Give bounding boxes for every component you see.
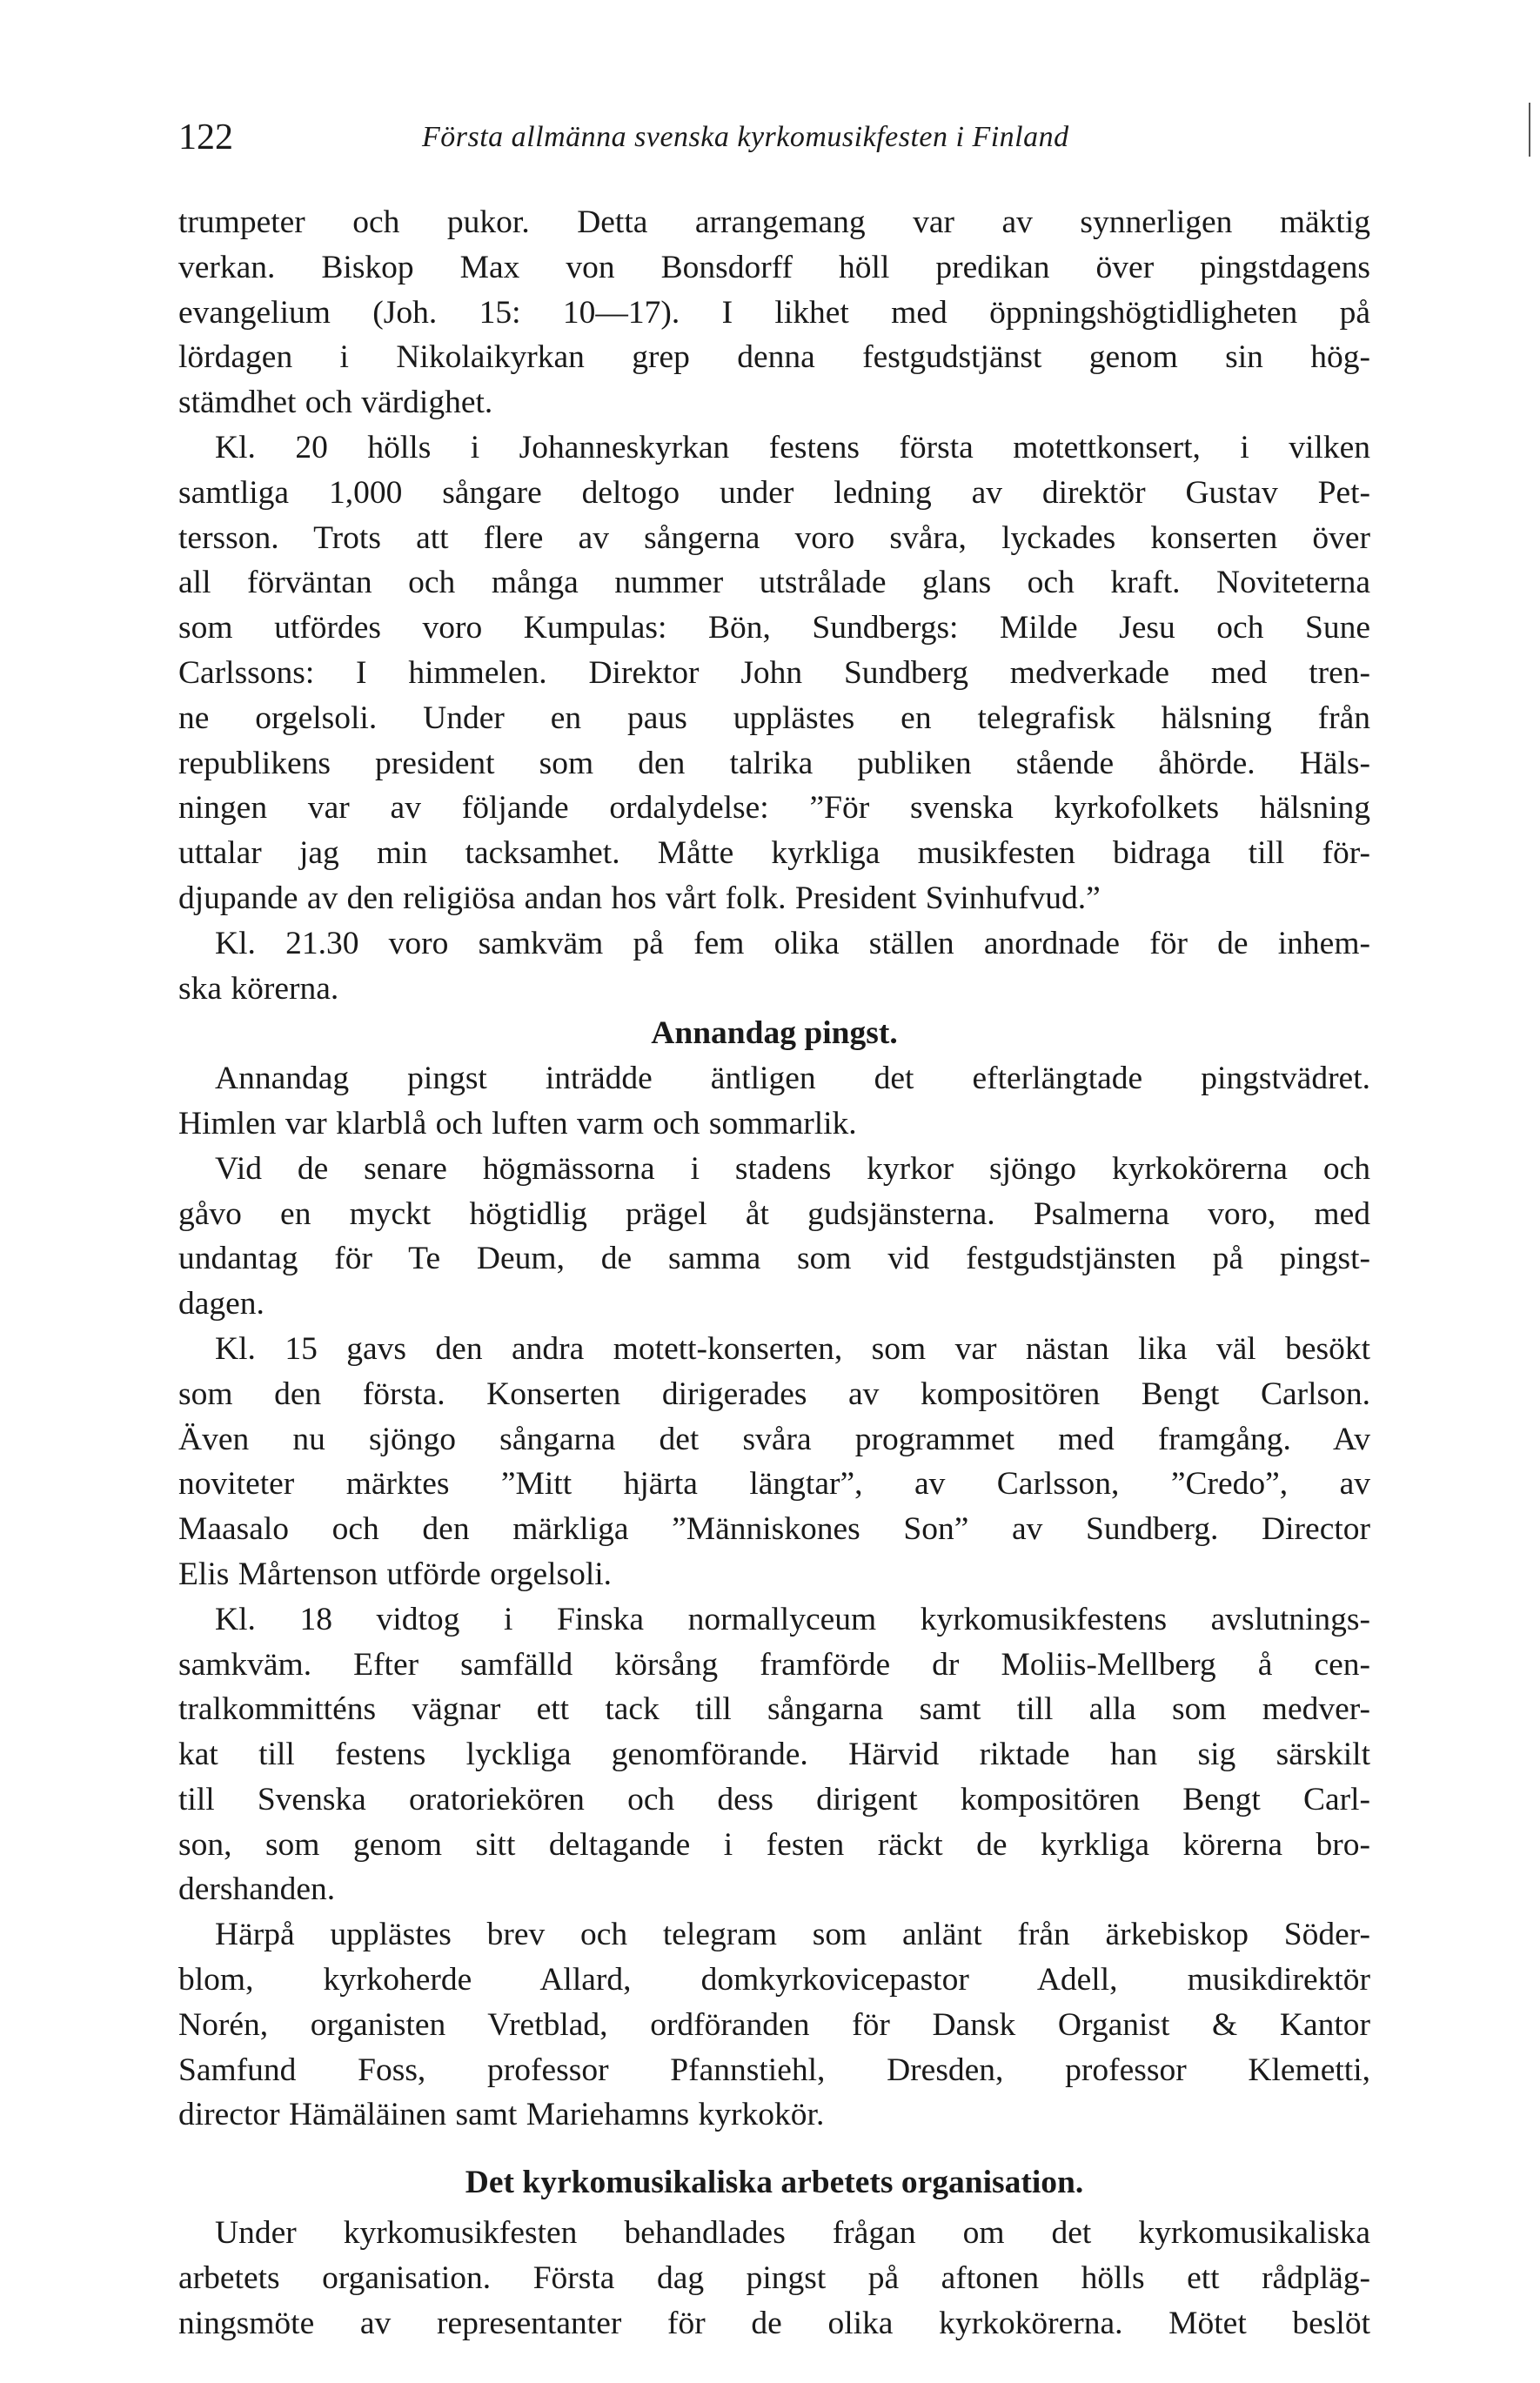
- text-line: noviteter märktes ”Mitt hjärta längtar”, av Carlsson, ”Credo”, av: [178, 1466, 1370, 1503]
- text-line: Maasalo och den märkliga ”Människones Son” av Sundberg. Director: [178, 1511, 1370, 1548]
- text-line: Vid de senare högmässorna i stadens kyrkor sjöngo kyrkokörerna och: [215, 1150, 1370, 1187]
- text-line: uttalar jag min tacksamhet. Måtte kyrkliga musikfesten bidraga till för-: [178, 835, 1370, 872]
- text-line: blom, kyrkoherde Allard, domkyrkovicepastor Adell, musikdirektör: [178, 1962, 1370, 1998]
- text-line: djupande av den religiösa andan hos vårt folk. President Svinhufvud.”: [178, 880, 1101, 916]
- right-margin-mark: [1529, 103, 1530, 157]
- running-title: Första allmänna svenska kyrkomusikfesten i Finland: [422, 121, 1069, 153]
- text-line: Himlen var klarblå och luften varm och sommarlik.: [178, 1105, 857, 1141]
- text-line: arbetets organisation. Första dag pingst på aftonen hölls ett rådpläg-: [178, 2259, 1370, 2296]
- text-line: Elis Mårtenson utförde orgelsoli.: [178, 1556, 613, 1592]
- text-line: Kl. 20 hölls i Johanneskyrkan festens första motettkonsert, i vilken: [215, 429, 1370, 465]
- text-line: Carlssons: I himmelen. Direktor John Sundberg medverkade med tren-: [178, 654, 1370, 691]
- section-heading: Annandag pingst.: [651, 1015, 898, 1052]
- text-line: ningsmöte av representanter för de olika kyrkokörerna. Mötet beslöt: [178, 2305, 1370, 2341]
- text-line: gåvo en myckt högtidlig prägel åt gudsjänsterna. Psalmerna voro, med: [178, 1195, 1370, 1232]
- text-line: som utfördes voro Kumpulas: Bön, Sundbergs: Milde Jesu och Sune: [178, 610, 1370, 646]
- text-line: samkväm. Efter samfälld körsång framförde dr Moliis-Mellberg å cen-: [178, 1646, 1370, 1683]
- text-line: director Hämäläinen samt Mariehamns kyrkokör.: [178, 2097, 825, 2133]
- text-line: dershanden.: [178, 1871, 336, 1908]
- text-line: Kl. 15 gavs den andra motett-konserten, som var nästan lika väl besökt: [215, 1330, 1370, 1367]
- text-line: stämdhet och värdighet.: [178, 385, 493, 421]
- text-line: Annandag pingst inträdde äntligen det efterlängtade pingstvädret.: [215, 1061, 1370, 1097]
- text-line: Kl. 21.30 voro samkväm på fem olika ställen anordnade för de inhem-: [215, 925, 1370, 961]
- text-line: republikens president som den talrika publiken stående åhörde. Häls-: [178, 745, 1370, 781]
- text-line: all förväntan och många nummer utstrålade glans och kraft. Noviteterna: [178, 565, 1370, 601]
- page-number: 122: [178, 117, 233, 157]
- text-line: trumpeter och pukor. Detta arrangemang var av synnerligen mäktig: [178, 204, 1370, 240]
- text-line: tersson. Trots att flere av sångerna voro svåra, lyckades konserten över: [178, 519, 1370, 556]
- body-text: [178, 200, 1370, 2346]
- text-line: Kl. 18 vidtog i Finska normallyceum kyrkomusikfestens avslutnings-: [215, 1601, 1370, 1637]
- text-line: verkan. Biskop Max von Bonsdorff höll predikan över pingstdagens: [178, 249, 1370, 285]
- text-line: son, som genom sitt deltagande i festen räckt de kyrkliga körerna bro-: [178, 1826, 1370, 1863]
- text-line: Norén, organisten Vretblad, ordföranden för Dansk Organist & Kantor: [178, 2006, 1370, 2043]
- text-line: lördagen i Nikolaikyrkan grep denna festgudstjänst genom sin hög-: [178, 339, 1370, 376]
- text-line: dagen.: [178, 1286, 264, 1322]
- text-line: tralkommitténs vägnar ett tack till sångarna samt till alla som medver-: [178, 1691, 1370, 1728]
- text-line: Även nu sjöngo sångarna det svåra programmet med framgång. Av: [178, 1421, 1370, 1457]
- section-heading: Det kyrkomusikaliska arbetets organisation.: [465, 2165, 1084, 2201]
- text-line: undantag för Te Deum, de samma som vid festgudstjänsten på pingst-: [178, 1241, 1370, 1277]
- text-line: kat till festens lyckliga genomförande. Härvid riktade han sig särskilt: [178, 1737, 1370, 1773]
- text-line: samtliga 1,000 sångare deltogo under ledning av direktör Gustav Pet-: [178, 474, 1370, 511]
- text-line: som den första. Konserten dirigerades av kompositören Bengt Carlson.: [178, 1376, 1370, 1412]
- text-line: evangelium (Joh. 15: 10—17). I likhet med öppningshögtidligheten på: [178, 294, 1370, 331]
- text-line: Under kyrkomusikfesten behandlades frågan om det kyrkomusikaliska: [215, 2215, 1370, 2252]
- text-line: Härpå upplästes brev och telegram som anlänt från ärkebiskop Söder-: [215, 1917, 1370, 1953]
- text-line: till Svenska oratoriekören och dess dirigent kompositören Bengt Carl-: [178, 1781, 1370, 1817]
- text-line: ska körerna.: [178, 970, 339, 1007]
- text-line: ningen var av följande ordalydelse: ”För svenska kyrkofolkets hälsning: [178, 790, 1370, 827]
- text-line: Samfund Foss, professor Pfannstiehl, Dresden, professor Klemetti,: [178, 2052, 1370, 2088]
- text-line: ne orgelsoli. Under en paus upplästes en telegrafisk hälsning från: [178, 700, 1370, 736]
- running-header: [178, 111, 1396, 164]
